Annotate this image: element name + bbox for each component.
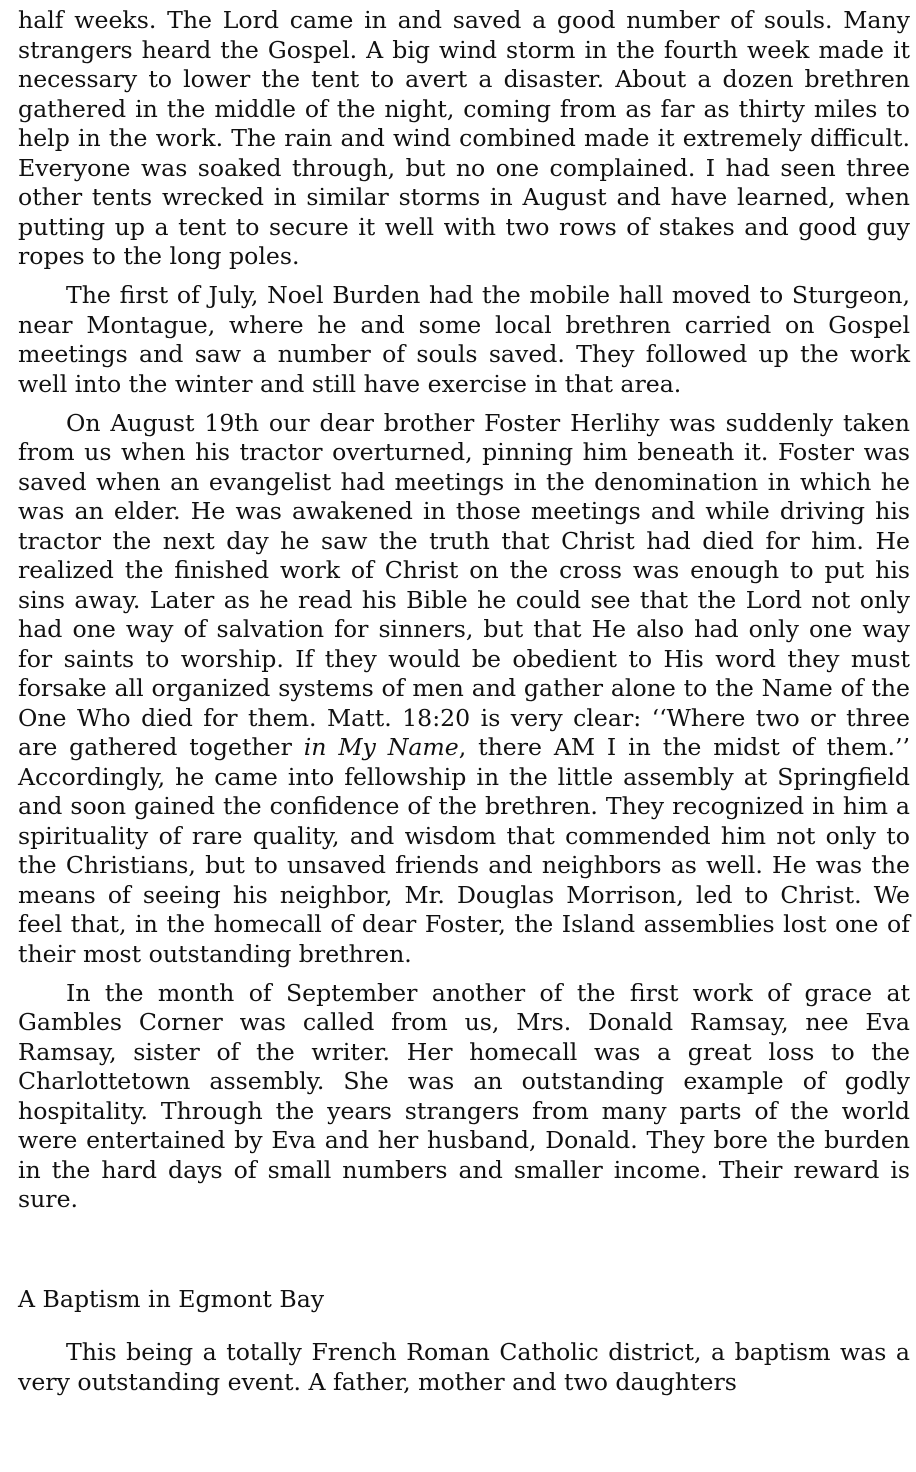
paragraph-foster-herlihy (18, 409, 910, 970)
paragraph-eva-ramsay: In the month of September another of the first work of grace at Gambles Corner was called from us, Mrs. Donald Ramsay, nee Eva Ramsay, sister of the writer. Her homecall was a great loss to the Charlottetown assembly. She was an outstanding example of godly hospitality. Through the years strangers from many parts of the world were entertained by Eva and her husband, Donald. They bore the burden in the hard days of small numbers and smaller income. Their reward is sure. (18, 978, 910, 1213)
paragraph-baptism: This being a totally French Roman Catholic district, a baptism was a very outstanding event. A father, mother and two daughters (18, 1338, 910, 1396)
section-heading-baptism: A Baptism in Egmont Bay (18, 1284, 325, 1313)
document-page (18, 6, 910, 1407)
italic-in-my-name: in My Name (303, 733, 459, 761)
paragraph-foster-herlihy-part-1: On August 19th our dear brother Foster Herlihy was suddenly taken from us when his tractor overturned, pinning him beneath it. Foster was saved when an evangelist had meetings in the denomination in which he was an elder. He was awakened in those meetings and while driving his tractor the next day he saw the truth that Christ had died for him. He realized the finished work of Christ on the cross was enough to put his sins away. Later as he read his Bible he could see that the Lord not only had one way of salvation for sinners, but that He also had only one way for saints to worship. If they would be obedient to His word they must forsake all organized systems of men and gather alone to the Name of the One Who died for them. Matt. 18:20 is very clear: ‘‘Where two or three are gathered together (18, 408, 910, 761)
paragraph-tent-storm: half weeks. The Lord came in and saved a good number of souls. Many strangers heard the Gospel. A big wind storm in the fourth week made it necessary to lower the tent to avert a disaster. About a dozen brethren gathered in the middle of the night, coming from as far as thirty miles to help in the work. The rain and wind combined made it extremely difficult. Everyone was soaked through, but no one complained. I had seen three other tents wrecked in similar storms in August and have learned, when putting up a tent to secure it well with two rows of stakes and good guy ropes to the long poles. (18, 6, 910, 270)
paragraph-foster-herlihy-part-2: , there AM I in the midst of them.’’ Accordingly, he came into fellowship in the little assembly at Springfield and soon gained the confidence of the brethren. They recognized in him a spirituality of rare quality, and wisdom that commended him not only to the Christians, but to unsaved friends and neighbors as well. He was the means of seeing his neighbor, Mr. Douglas Morrison, led to Christ. We feel that, in the homecall of dear Foster, the Island assemblies lost one of their most outstanding brethren. (18, 733, 910, 968)
paragraph-mobile-hall: The first of July, Noel Burden had the mobile hall moved to Sturgeon, near Montague, where he and some local brethren carried on Gospel meetings and saw a number of souls saved. They followed up the work well into the winter and still have exercise in that area. (18, 281, 910, 398)
